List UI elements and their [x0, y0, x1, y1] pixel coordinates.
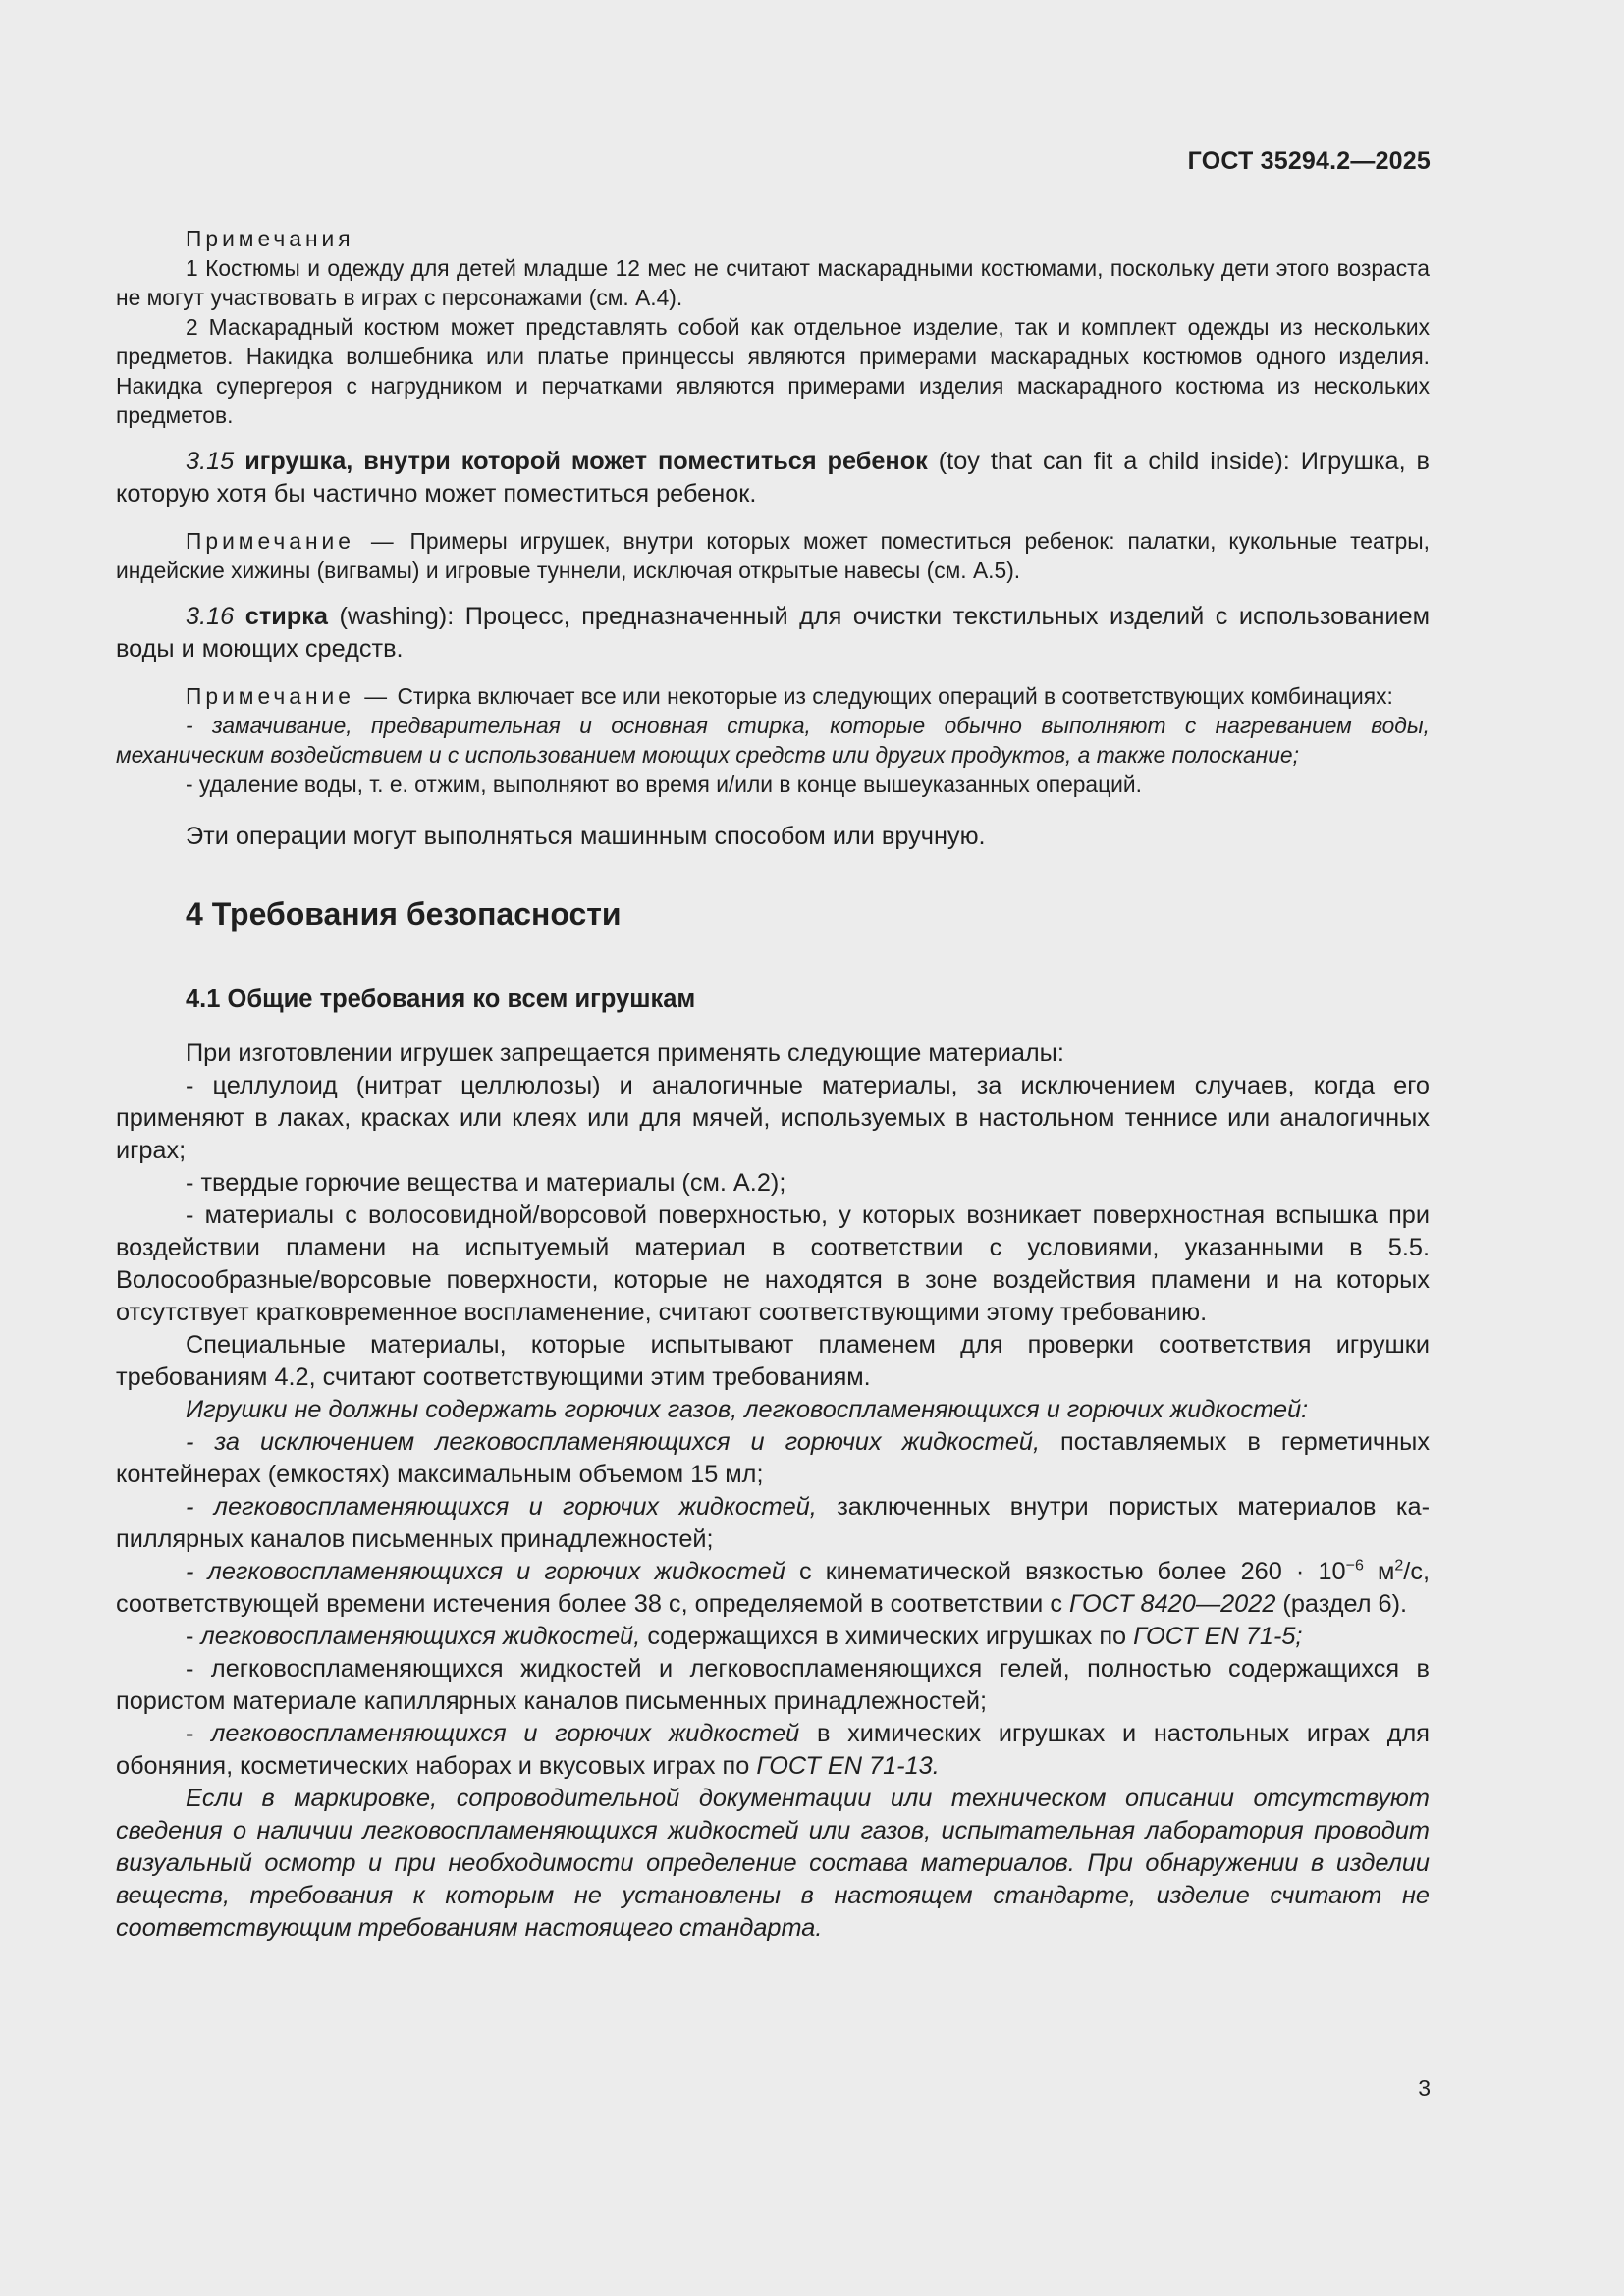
- notes-title: Примечания: [186, 226, 354, 251]
- definition-3-16: [116, 601, 1430, 666]
- body-p7: - за исключением легковоспламеняющихся и горючих жидкостей, поставляемых в герметичных контейнерах (емкостях) максимальным объемом 15 мл;: [116, 1428, 1430, 1488]
- clause-number: 3.16: [186, 603, 235, 630]
- standard-reference: ГОСТ 8420—2022: [1069, 1590, 1276, 1618]
- note-1: 1 Костюмы и одежду для детей младше 12 мес не считают маскарадными костюмами, поскольку дети этого возраста не могут участвовать в играх с персонажами (см. А.4).: [116, 255, 1430, 310]
- section-4-1-heading: 4.1 Общие требования ко всем игрушкам: [186, 986, 696, 1013]
- body-p6: Игрушки не должны содержать горючих газов, легковоспламеняющихся и горючих жидкостей:: [186, 1396, 1309, 1423]
- document-id: ГОСТ 35294.2—2025: [1187, 147, 1431, 175]
- note-label: Примечание —: [186, 528, 398, 554]
- body-p1: При изготовлении игрушек запрещается применять следующие материалы:: [186, 1040, 1064, 1067]
- definition-text: (toy that can fit a child inside): Игрушка, в которую хотя бы частично может поместиться ребенок.: [116, 448, 1430, 507]
- page-number: 3: [1418, 2075, 1431, 2101]
- body-p12: - легковоспламеняющихся и горючих жидкостей в химических игрушках и настольных играх для обоняния, косметических наборах и вкусовых играх по ГОСТ EN 71-13.: [116, 1720, 1430, 1780]
- term: игрушка, внутри которой может поместиться ребенок: [244, 448, 928, 475]
- standard-reference: ГОСТ EN 71-5;: [1133, 1623, 1303, 1650]
- page-content: [116, 224, 1430, 1945]
- term: стирка: [244, 603, 328, 630]
- definition-3-15: [116, 446, 1430, 510]
- body-p3: - твердые горючие вещества и материалы (см. А.2);: [186, 1169, 786, 1197]
- note-3-15: Примечание — Примеры игрушек, внутри которых может поместиться ребенок: палатки, кукольные театры, индейские хижины (вигвамы) и игровые туннели, исключая открытые навесы (см. А.5).: [116, 528, 1430, 583]
- body-p13: Если в маркировке, сопроводительной документации или техническом описании отсутствуют сведения о наличии легковоспламеняющихся жидкостей или газов, испытательная лаборатория проводит визуальный осмотр и при необходимости определение состава материалов. При обнаружении в изделии веществ, требования к которым не установлены в настоящем стандарте, изделие считают не соответствующим требованиям настоящего стандарта.: [116, 1785, 1430, 1942]
- note-3-16: Примечание — Стирка включает все или некоторые из следующих операций в соответствующих комбинациях:: [186, 683, 1393, 709]
- definition-text: (washing): Процесс, предназначенный для очистки текстильных изделий с использованием воды и моющих средств.: [116, 603, 1431, 663]
- note-3-16-item-1: - замачивание, предварительная и основная стирка, которые обычно выполняют с нагреванием воды, механическим воздействием и с использованием моющих средств или других продуктов, а также полоскание;: [116, 713, 1430, 768]
- body-p5: Специальные материалы, которые испытывают пламенем для проверки соответствия игрушки требованиям 4.2, считают соответствующими этим требованиям.: [116, 1331, 1430, 1391]
- body-p11: - легковоспламеняющихся жидкостей и легковоспламеняющихся гелей, полностью содержащихся в пористом материале капиллярных каналов письменных принадлежностей;: [116, 1655, 1430, 1715]
- note-3-16-item-2: - удаление воды, т. е. отжим, выполняют во время и/или в конце вышеуказанных операций.: [186, 772, 1142, 797]
- clause-number: 3.15: [186, 448, 235, 475]
- standard-reference: ГОСТ EN 71-13.: [756, 1752, 940, 1780]
- operations-text: Эти операции могут выполняться машинным способом или вручную.: [186, 823, 986, 850]
- section-4-heading: 4 Требования безопасности: [186, 896, 622, 932]
- note-label: Примечание —: [186, 683, 392, 709]
- body-p8: - легковоспламеняющихся и горючих жидкостей, заключенных внутри пористых материалов капиллярных каналов письменных принадлежностей;: [116, 1493, 1430, 1553]
- note-2: 2 Маскарадный костюм может представлять собой как отдельное изделие, так и комплект одежды из нескольких предметов. Накидка волшебника или платье принцессы являются примерами маскарадных костюмов одного изделия. Накидка супергероя с нагрудником и перчатками являются примерами изделия маскарадного костюма из нескольких предметов.: [116, 314, 1430, 428]
- body-p2: - целлулоид (нитрат целлюлозы) и аналогичные материалы, за исключением случаев, когда его применяют в лаках, красках или клеях или для мячей, используемых в настольном теннисе или аналогичных играх;: [116, 1072, 1430, 1164]
- body-p10: - легковоспламеняющихся жидкостей, содержащихся в химических игрушках по ГОСТ EN 71-5;: [186, 1623, 1303, 1650]
- body-p9: - легковоспламеняющихся и горючих жидкостей с кинематической вязкостью более $260 \cdot 10^{-6}$ $м^2/с$, соответствующей времени истечения более 38 с, определяемой в соответствии с ГОСТ 8420—2022 (раздел 6).: [116, 1557, 1431, 1618]
- body-p4: - материалы с волосовидной/ворсовой поверхностью, у которых возникает поверхностная вспышка при воздействии пламени на испытуемый материал в соответствии с условиями, указанными в 5.5. Волосообразные/ворсовые поверхности, которые не находятся в зоне воздействия пламени и на которых отсутствует кратковременное воспламенение, считают соответствующими этому требованию.: [116, 1201, 1430, 1326]
